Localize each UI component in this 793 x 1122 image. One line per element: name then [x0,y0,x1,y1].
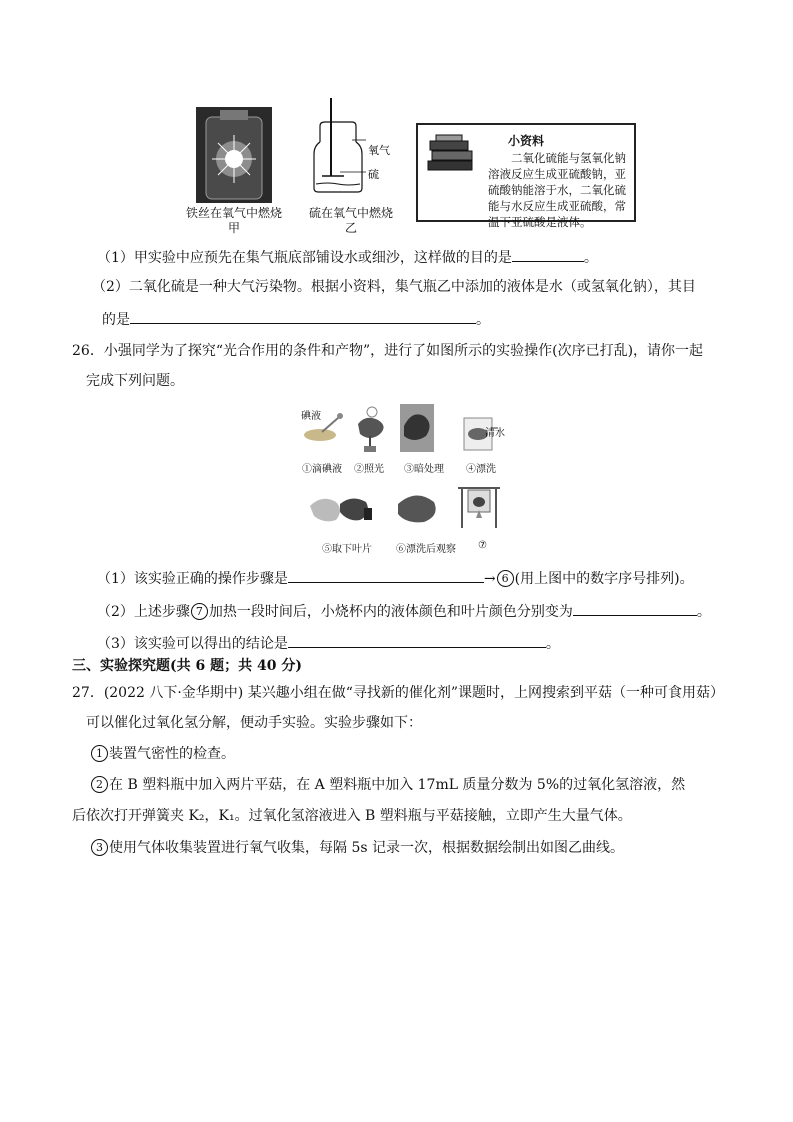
q25-p2b-text: 的是 [102,312,130,328]
photosynthesis-figure [300,402,510,554]
caption-jia-label: 甲 [227,221,240,235]
info-box [416,123,636,229]
answer-blank[interactable] [512,246,584,262]
q26-part1 [97,567,694,589]
caption-jia-title: 铁丝在氧气中燃烧 [185,206,282,220]
q26-stem-line2 [86,371,184,391]
q27-stem-text: 27．(2022 八下·金华期中) 某兴趣小组在做“寻找新的催化剂”课题时，上网搜索到平菇（一种可食用菇） [72,685,725,701]
q27-step1-text: 装置气密性的检查。 [109,746,235,762]
q26-p1-text: （1）该实验正确的操作步骤是 [97,571,288,587]
q27-step3-text: 使用气体收集装置进行氧气收集，每隔 5s 记录一次，根据数据绘制出如图乙曲线。 [109,840,624,856]
q26-p3-text: （3）该实验可以得出的结论是 [97,636,288,652]
q25-p2b-end: 。 [476,312,490,328]
q25-p1-text: （1）甲实验中应预先在集气瓶底部铺设水或细沙，这样做的目的是 [97,250,512,266]
answer-blank[interactable] [288,567,484,583]
q26-p2-end: 。 [696,604,711,620]
q27-step2-cont [72,806,632,826]
section-heading-text: 三、实验探究题(共 6 题；共 40 分) [72,658,302,674]
caption-yi [296,206,406,236]
circled-number: 7 [191,603,208,620]
q26-part2 [97,600,711,622]
q27-stem-line1 [72,683,724,703]
circled-number: 2 [91,776,108,793]
arrow-icon: → [483,571,496,587]
info-title: 小资料 [507,134,544,148]
answer-blank[interactable] [130,308,476,324]
step6-caption: ⑥漂洗后观察 [396,544,456,555]
q25-part1 [97,246,598,268]
info-text: 二氧化硫能与氢氧化钠溶液反应生成亚硫酸钠，亚硫酸钠能溶于水，二氧化硫能与水反应生成亚硫酸，常温下亚硫酸是液体。 [488,151,626,229]
q26-p2-text2: 加热一段时间后，小烧杯内的液体颜色和叶片颜色分别变为 [208,604,573,620]
q25-p1-end: 。 [583,250,598,266]
iron-burning-photo [196,107,272,203]
q27-step2-text2: 后依次打开弹簧夹 K₂，K₁。过氧化氢溶液进入 B 塑料瓶与平菇接触，立即产生大量气体。 [72,808,632,824]
circled-number: 3 [91,839,108,856]
water-label: 清水 [485,428,505,439]
q26-p2-text: （2）上述步骤 [97,604,190,620]
q27-stem-line2 [86,713,422,733]
caption-yi-title: 硫在氧气中燃烧 [308,206,393,220]
q26-stem-text2: 完成下列问题。 [86,373,184,389]
step7-caption: ⑦ [478,540,487,551]
answer-blank[interactable] [573,600,697,616]
q26-p3-end: 。 [545,636,560,652]
q25-part2-cont [102,308,490,330]
answer-blank[interactable] [288,632,546,648]
q27-step2-text: 在 B 塑料瓶中加入两片平菇，在 A 塑料瓶中加入 17mL 质量分数为 5%的过氧化氢溶液，然 [109,777,686,793]
step4-caption: ④漂洗 [466,464,496,475]
q27-stem-text2: 可以催化过氧化氢分解，便动手实验。实验步骤如下： [86,715,422,731]
q27-step3 [90,838,624,858]
circled-number: 6 [497,570,514,587]
sulfur-label: 硫 [368,168,379,181]
sulfur-burning-diagram [308,96,416,204]
q25-p2-text: （2）二氧化硫是一种大气污染物。根据小资料，集气瓶乙中添加的液体是水（或氢氧化钠），其目 [92,279,696,295]
iodine-label: 碘液 [301,411,321,422]
q26-p1-text2: (用上图中的数字序号排列)。 [514,571,694,587]
q27-step1 [90,744,235,764]
q26-stem-line1 [72,341,703,361]
step5-caption: ⑤取下叶片 [322,544,372,555]
step1-caption: ①滴碘液 [302,464,342,475]
circled-number: 1 [91,745,108,762]
step2-caption: ②照光 [354,464,384,475]
oxygen-label: 氧气 [368,144,390,157]
q27-step2 [90,775,685,795]
step3-caption: ③暗处理 [404,464,444,475]
q26-part3 [97,632,560,654]
section-heading [72,656,302,676]
caption-jia [176,206,292,236]
q25-part2 [92,277,696,297]
caption-yi-label: 乙 [344,221,357,235]
q26-stem-text: 26．小强同学为了探究“光合作用的条件和产物”，进行了如图所示的实验操作(次序已打乱)，请你一起 [72,343,704,359]
